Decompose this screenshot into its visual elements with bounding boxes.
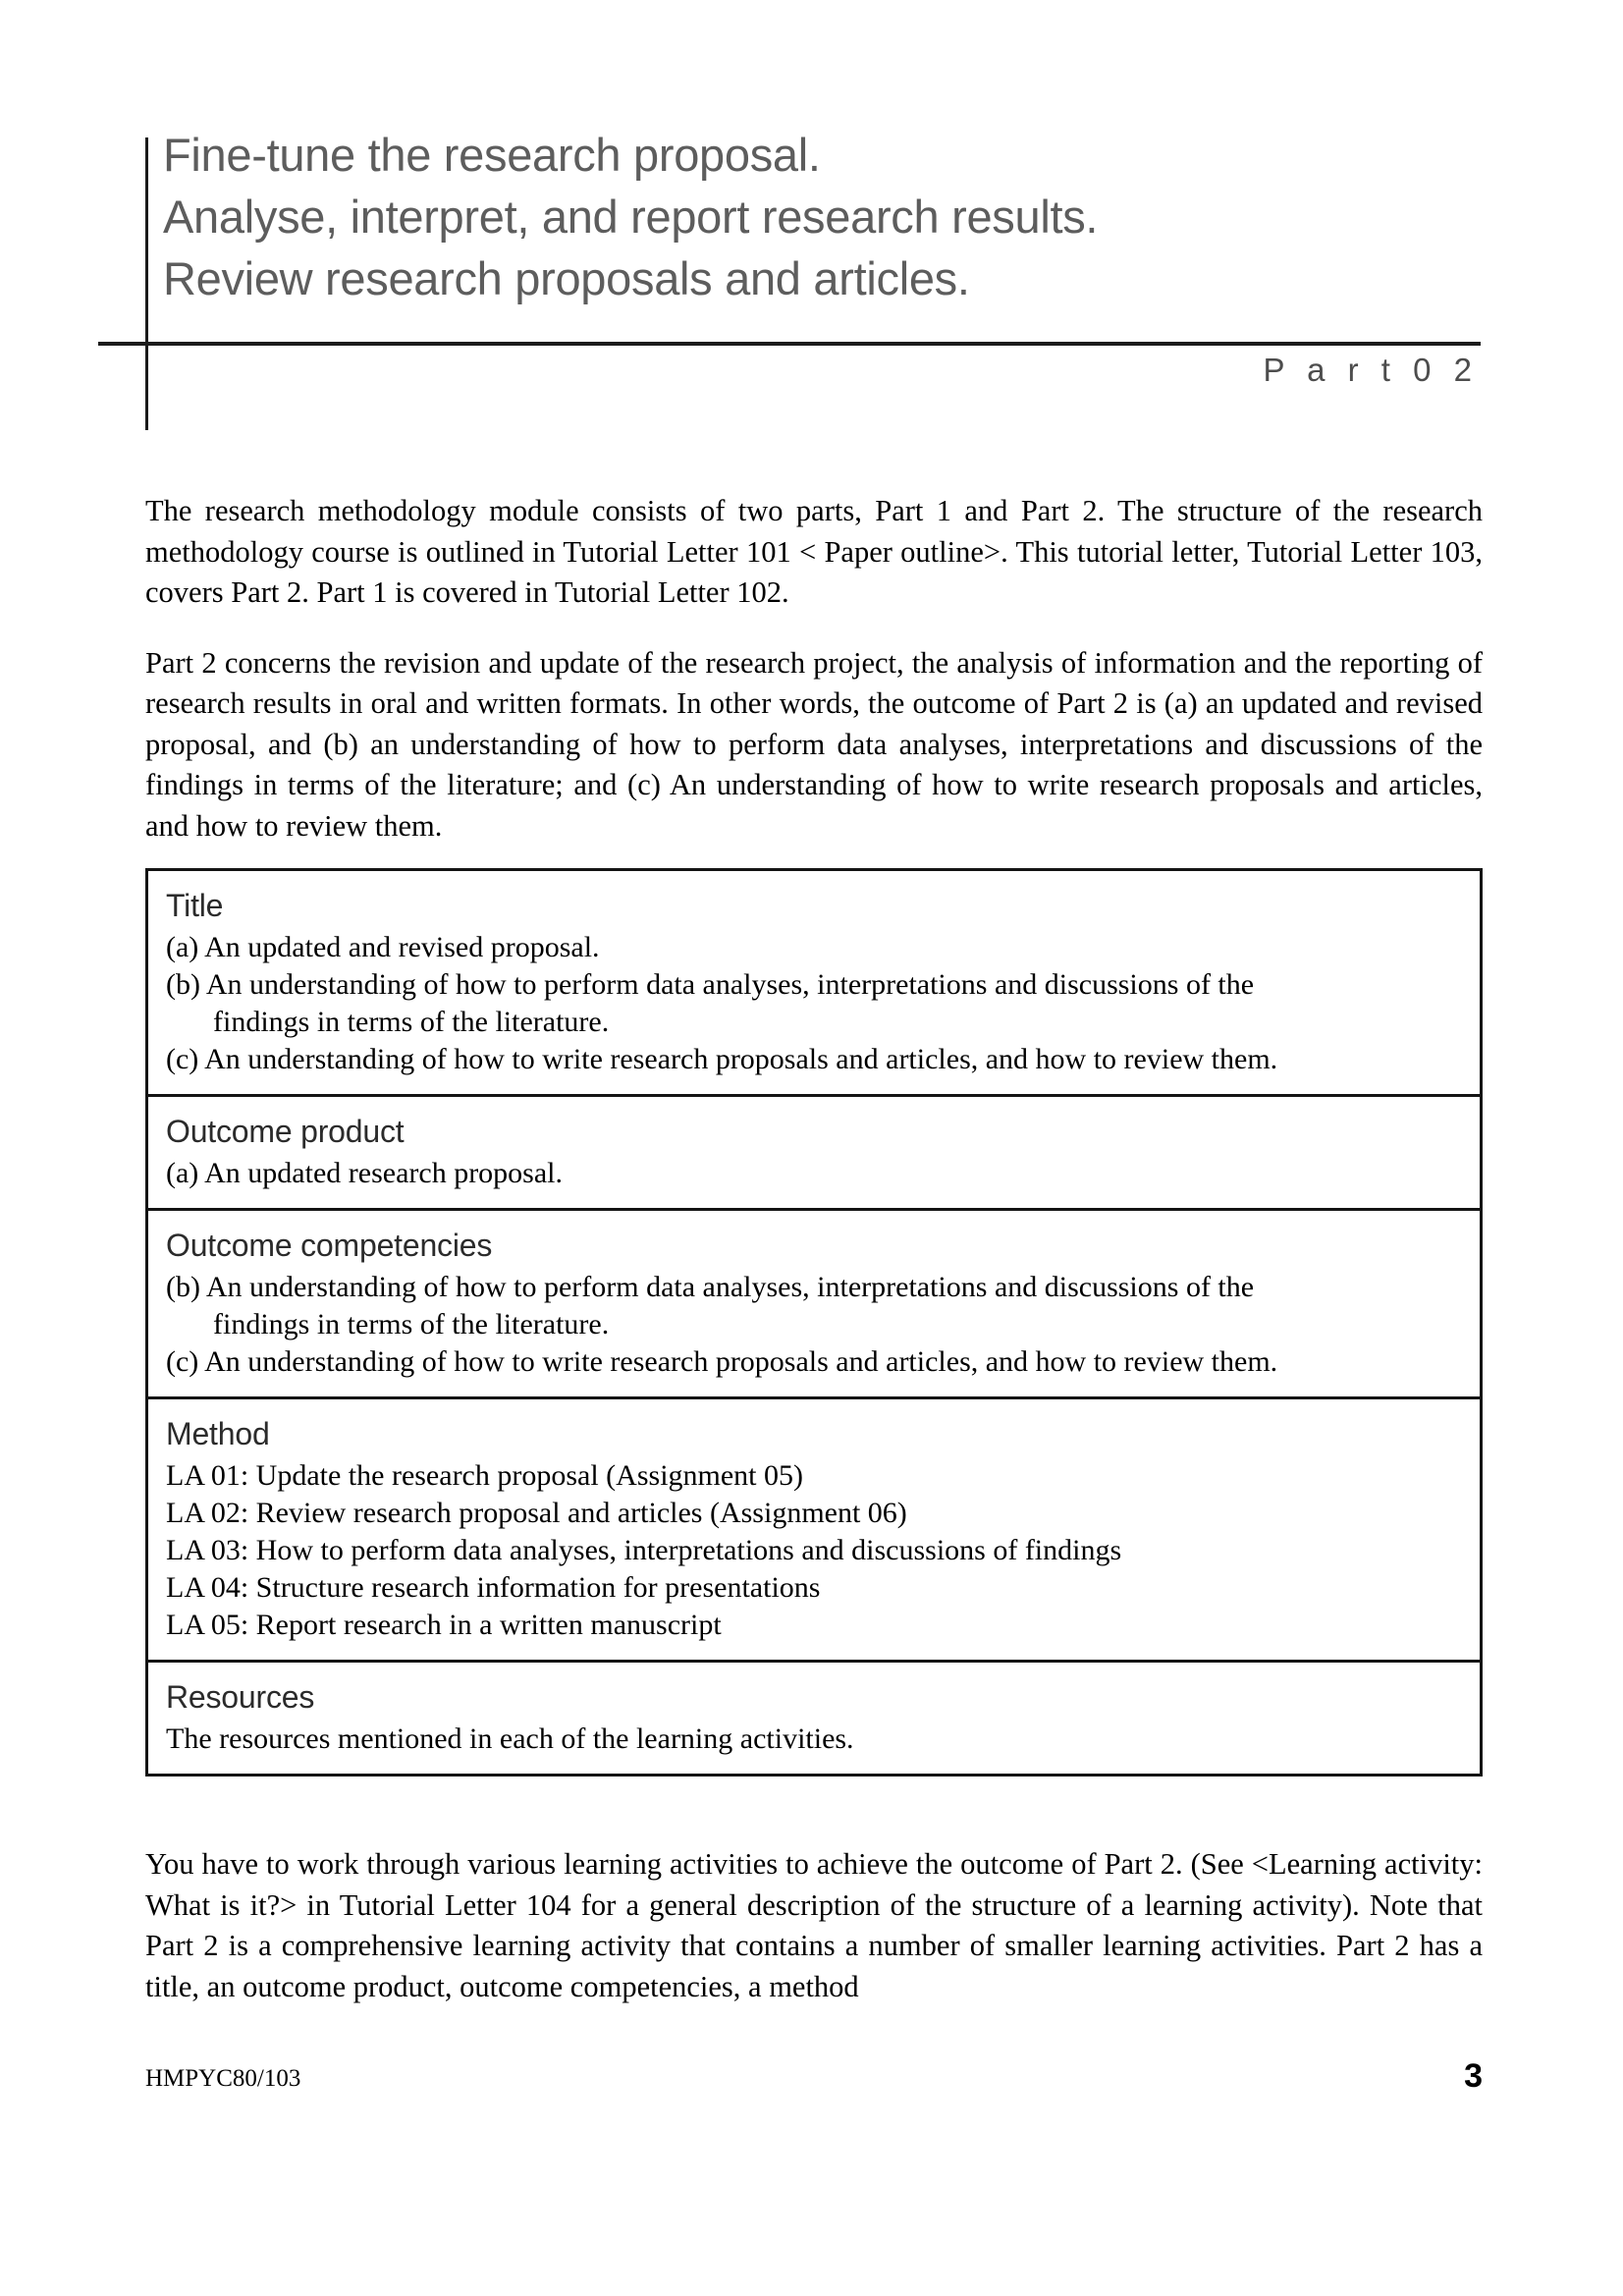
page-footer xyxy=(145,2057,1483,2109)
frame-section-heading: Resources xyxy=(166,1679,315,1715)
header-vertical-rule xyxy=(145,137,148,430)
outro-body xyxy=(145,1844,1483,2007)
footer-module-code: HMPYC80/103 xyxy=(145,2065,301,2092)
frame-section-heading: Outcome product xyxy=(166,1114,405,1149)
frame-section-outcome-competencies xyxy=(148,1211,1480,1399)
intro-body xyxy=(145,491,1483,847)
outro-paragraph-1: You have to work through various learning activities to achieve the outcome of Part 2. (See <Learning activity: What is it?> in Tutorial Letter 104 for a general description of the structure of a learning activity). Note that Part 2 is a comprehensive learning activity that contains a number of smaller learning activities. Part 2 has a title, an outcome product, outcome competencies, a method xyxy=(145,1847,1483,2003)
frame-section-line: LA 03: How to perform data analyses, interpretations and discussions of findings xyxy=(166,1534,1122,1566)
frame-section-line: findings in terms of the literature. xyxy=(213,1006,610,1038)
part-label: P a r t 0 2 xyxy=(1263,352,1479,388)
frame-section-line: LA 02: Review research proposal and articles (Assignment 06) xyxy=(166,1497,907,1529)
frame-section-line: (a) An updated and revised proposal. xyxy=(166,931,600,963)
frame-section-method xyxy=(148,1399,1480,1663)
frame-section-title xyxy=(148,871,1480,1097)
frame-section-heading: Title xyxy=(166,888,224,923)
frame-section-line: The resources mentioned in each of the learning activities. xyxy=(166,1722,854,1755)
learning-activity-frame xyxy=(145,868,1483,1777)
footer-page-number: 3 xyxy=(1464,2057,1483,2095)
frame-section-line: (b) An understanding of how to perform data analyses, interpretations and discussions of the xyxy=(166,1271,1255,1303)
frame-section-line: LA 04: Structure research information for presentations xyxy=(166,1571,821,1604)
header-title-line-1: Fine-tune the research proposal. xyxy=(163,129,821,181)
frame-section-heading: Method xyxy=(166,1416,270,1451)
header-title-group xyxy=(163,124,1479,309)
header-horizontal-rule xyxy=(98,342,1481,346)
frame-section-line: LA 05: Report research in a written manuscript xyxy=(166,1609,722,1641)
frame-section-line: (b) An understanding of how to perform data analyses, interpretations and discussions of the xyxy=(166,968,1255,1001)
intro-paragraph-1: The research methodology module consists of two parts, Part 1 and Part 2. The structure of the research methodology course is outlined in Tutorial Letter 101 < Paper outline>. This tutorial letter, Tutorial Letter 103, covers Part 2. Part 1 is covered in Tutorial Letter 102. xyxy=(145,494,1483,609)
header-title-line-2: Analyse, interpret, and report research results. xyxy=(163,191,1099,243)
frame-section-outcome-product xyxy=(148,1097,1480,1211)
frame-section-line: LA 01: Update the research proposal (Assignment 05) xyxy=(166,1459,803,1492)
frame-section-resources xyxy=(148,1663,1480,1774)
intro-paragraph-2: Part 2 concerns the revision and update of the research project, the analysis of information and the reporting of research results in oral and written formats. In other words, the outcome of Part 2 is (a) an updated and revised proposal, and (b) an understanding of how to perform data analyses, interpretations and discussions of the findings in terms of the literature; and (c) An understanding of how to write research proposals and articles, and how to review them. xyxy=(145,645,1483,843)
frame-section-line: (a) An updated research proposal. xyxy=(166,1157,564,1189)
header-title-line-3: Review research proposals and articles. xyxy=(163,252,970,304)
frame-section-line: (c) An understanding of how to write research proposals and articles, and how to review them. xyxy=(166,1043,1278,1075)
frame-section-heading: Outcome competencies xyxy=(166,1228,493,1263)
frame-section-line: findings in terms of the literature. xyxy=(213,1308,610,1340)
frame-section-line: (c) An understanding of how to write research proposals and articles, and how to review them. xyxy=(166,1345,1278,1378)
